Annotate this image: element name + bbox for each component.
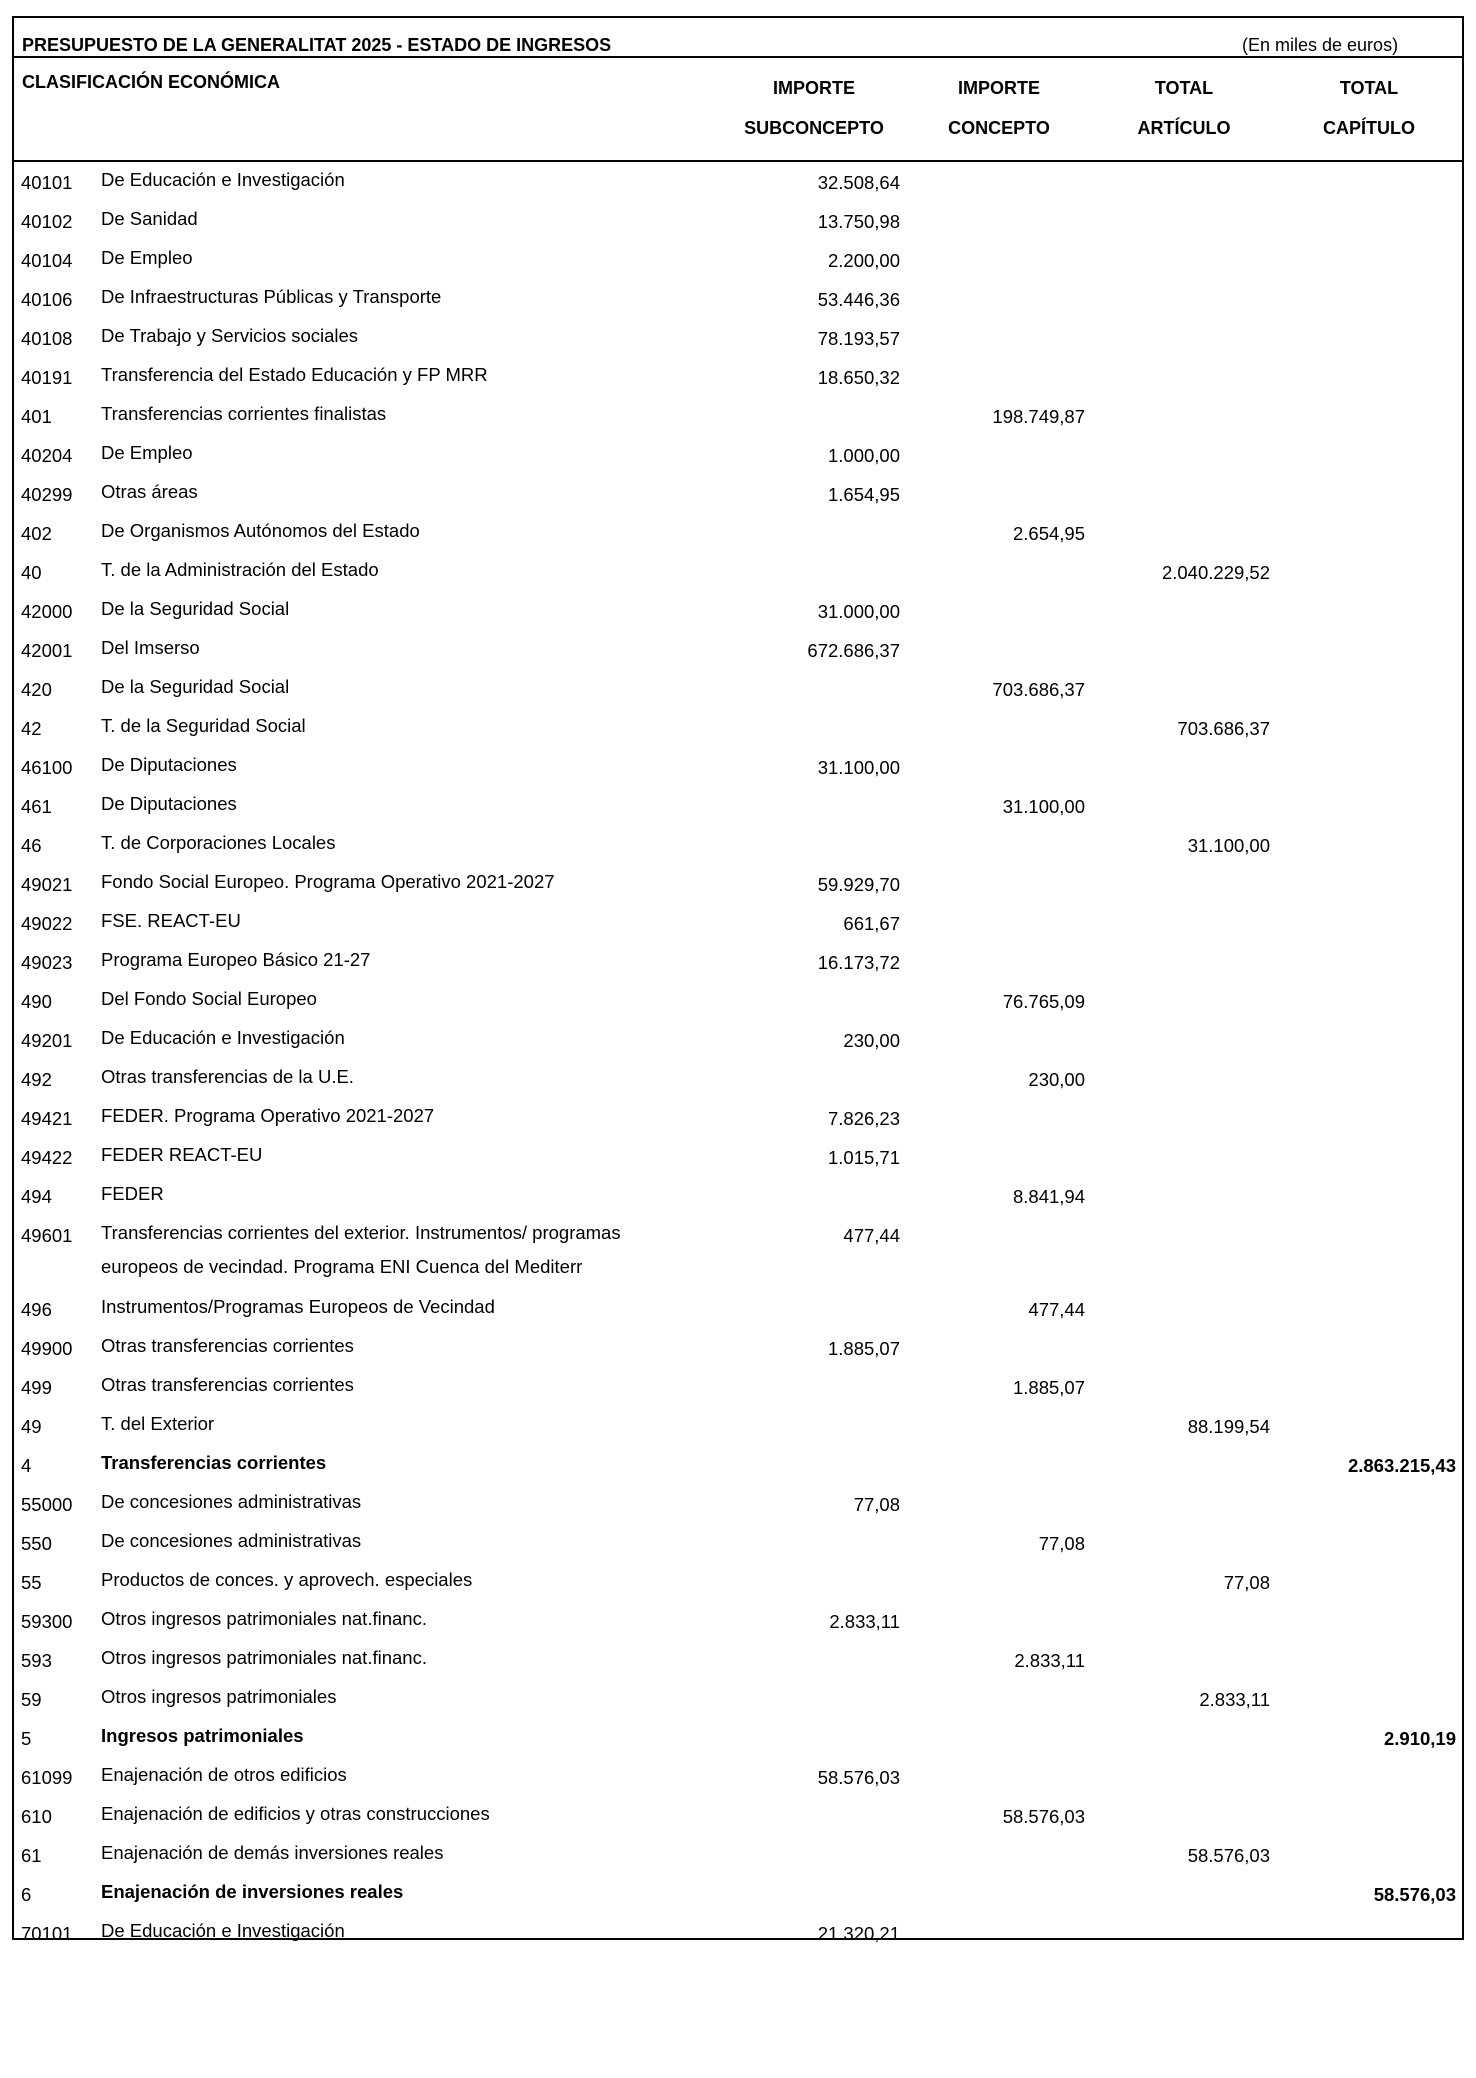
row-description: De Empleo [101, 247, 193, 268]
row-importe-subconcepto: 59.929,70 [817, 874, 900, 895]
row-description: Del Imserso [101, 637, 200, 658]
table-row [14, 1019, 1462, 1058]
row-code: 61 [21, 1845, 42, 1866]
row-total-articulo: 703.686,37 [1177, 718, 1270, 739]
table-row [14, 1795, 1462, 1834]
row-code: 610 [21, 1806, 52, 1827]
header-capitulo-line2: CAPÍTULO [1323, 118, 1415, 138]
row-code: 499 [21, 1377, 52, 1398]
row-importe-subconcepto: 2.200,00 [827, 250, 900, 271]
table-row [14, 1873, 1462, 1912]
table-row [14, 1678, 1462, 1717]
row-code: 420 [21, 679, 52, 700]
row-importe-subconcepto: 7.826,23 [827, 1108, 900, 1129]
row-code: 5 [21, 1728, 32, 1749]
budget-table-body [14, 161, 1462, 1951]
row-importe-subconcepto: 477,44 [843, 1225, 900, 1246]
row-description: De Trabajo y Servicios sociales [101, 325, 359, 346]
row-code: 49021 [21, 874, 73, 895]
row-description: Otras transferencias corrientes [101, 1335, 354, 1356]
row-description: De Organismos Autónomos del Estado [101, 520, 420, 541]
row-description: Transferencia del Estado Educación y FP MRR [101, 364, 488, 385]
row-importe-subconcepto: 53.446,36 [817, 289, 900, 310]
table-row [14, 1214, 1462, 1288]
table-row [14, 1288, 1462, 1327]
row-description: FSE. REACT-EU [101, 910, 241, 931]
row-code: 40191 [21, 367, 73, 388]
row-total-capitulo: 2.910,19 [1383, 1728, 1456, 1749]
row-description: T. de la Administración del Estado [101, 559, 379, 580]
table-row [14, 1561, 1462, 1600]
row-importe-concepto: 703.686,37 [992, 679, 1085, 700]
title-bar [14, 18, 1462, 58]
header-articulo-line2: ARTÍCULO [1137, 118, 1231, 138]
row-importe-subconcepto: 661,67 [843, 913, 900, 934]
row-code: 49422 [21, 1147, 73, 1168]
page-title: PRESUPUESTO DE LA GENERALITAT 2025 - ESTADO DE INGRESOS [22, 35, 612, 55]
row-code: 42000 [21, 601, 73, 622]
row-description: De Diputaciones [101, 754, 237, 775]
row-importe-concepto: 2.654,95 [1012, 523, 1085, 544]
budget-sheet [12, 16, 1464, 1944]
row-total-capitulo: 58.576,03 [1373, 1884, 1456, 1905]
table-row [14, 1483, 1462, 1522]
units-note: (En miles de euros) [1242, 35, 1399, 55]
row-importe-concepto: 230,00 [1028, 1069, 1085, 1090]
row-description: Otras transferencias de la U.E. [101, 1066, 354, 1087]
row-importe-subconcepto: 31.100,00 [817, 757, 900, 778]
row-importe-subconcepto: 2.833,11 [829, 1611, 900, 1632]
table-row [14, 473, 1462, 512]
table-row [14, 1639, 1462, 1678]
row-code: 494 [21, 1186, 52, 1207]
row-code: 49022 [21, 913, 73, 934]
row-description: Transferencias corrientes [101, 1452, 327, 1473]
row-importe-concepto: 198.749,87 [992, 406, 1085, 427]
row-description: Otros ingresos patrimoniales nat.financ. [101, 1647, 427, 1668]
row-description: Ingresos patrimoniales [101, 1725, 304, 1746]
row-code: 40101 [21, 172, 73, 193]
table-row [14, 161, 1462, 200]
row-code: 59 [21, 1689, 42, 1710]
classification-heading: CLASIFICACIÓN ECONÓMICA [22, 72, 280, 92]
table-row [14, 707, 1462, 746]
row-description: Enajenación de edificios y otras construcciones [101, 1803, 490, 1824]
row-description: De la Seguridad Social [101, 676, 290, 697]
table-row [14, 1717, 1462, 1756]
row-description: Transferencias corrientes del exterior. Instrumentos/ programas europeos de vecindad. Programa ENI Cuenca del Mediterr [101, 1222, 621, 1277]
row-importe-subconcepto: 1.015,71 [827, 1147, 900, 1168]
row-description: FEDER. Programa Operativo 2021-2027 [101, 1105, 435, 1126]
row-importe-subconcepto: 230,00 [843, 1030, 900, 1051]
row-importe-subconcepto: 77,08 [853, 1494, 900, 1515]
row-description: FEDER [101, 1183, 164, 1204]
row-code: 59300 [21, 1611, 73, 1632]
table-row [14, 902, 1462, 941]
row-description: De Empleo [101, 442, 193, 463]
table-row [14, 590, 1462, 629]
row-description: Fondo Social Europeo. Programa Operativo 2021-2027 [101, 871, 555, 892]
row-description: De concesiones administrativas [101, 1530, 362, 1551]
row-code: 49023 [21, 952, 73, 973]
row-code: 70101 [21, 1923, 73, 1944]
table-row [14, 1405, 1462, 1444]
row-description: Otras áreas [101, 481, 198, 502]
row-total-capitulo: 2.863.215,43 [1347, 1455, 1456, 1476]
row-code: 492 [21, 1069, 52, 1090]
row-code: 49 [21, 1416, 42, 1437]
table-row [14, 1175, 1462, 1214]
table-row [14, 824, 1462, 863]
table-row [14, 512, 1462, 551]
row-total-articulo: 31.100,00 [1187, 835, 1270, 856]
table-row [14, 785, 1462, 824]
row-code: 6 [21, 1884, 32, 1905]
row-description: De Diputaciones [101, 793, 237, 814]
row-total-articulo: 88.199,54 [1187, 1416, 1270, 1437]
table-row [14, 1444, 1462, 1483]
table-row [14, 941, 1462, 980]
table-row [14, 278, 1462, 317]
table-row [14, 317, 1462, 356]
table-row [14, 1522, 1462, 1561]
row-description: Productos de conces. y aprovech. especiales [101, 1569, 473, 1590]
row-importe-subconcepto: 78.193,57 [817, 328, 900, 349]
row-description: De Educación e Investigación [101, 1027, 345, 1048]
row-description: Otras transferencias corrientes [101, 1374, 354, 1395]
row-code: 61099 [21, 1767, 73, 1788]
row-code: 593 [21, 1650, 52, 1671]
row-code: 46100 [21, 757, 73, 778]
row-importe-subconcepto: 1.000,00 [827, 445, 900, 466]
row-importe-subconcepto: 1.885,07 [827, 1338, 900, 1359]
row-code: 49201 [21, 1030, 73, 1051]
row-importe-subconcepto: 672.686,37 [807, 640, 900, 661]
row-code: 40299 [21, 484, 73, 505]
table-row [14, 1600, 1462, 1639]
row-description: Otros ingresos patrimoniales nat.financ. [101, 1608, 427, 1629]
table-row [14, 551, 1462, 590]
table-row [14, 1834, 1462, 1873]
header-subconcepto-line2: SUBCONCEPTO [744, 118, 884, 138]
row-code: 4 [21, 1455, 32, 1476]
row-importe-subconcepto: 31.000,00 [817, 601, 900, 622]
row-code: 55000 [21, 1494, 73, 1515]
row-importe-subconcepto: 13.750,98 [817, 211, 900, 232]
table-row [14, 239, 1462, 278]
row-description: De la Seguridad Social [101, 598, 290, 619]
row-importe-subconcepto: 21.320,21 [817, 1923, 900, 1944]
table-row [14, 434, 1462, 473]
row-description: FEDER REACT-EU [101, 1144, 263, 1165]
table-row [14, 1136, 1462, 1175]
table-row [14, 1058, 1462, 1097]
row-importe-subconcepto: 32.508,64 [817, 172, 900, 193]
table-row [14, 356, 1462, 395]
row-total-articulo: 2.040.229,52 [1161, 562, 1270, 583]
row-code: 42001 [21, 640, 73, 661]
row-importe-concepto: 76.765,09 [1002, 991, 1085, 1012]
table-row [14, 1097, 1462, 1136]
row-importe-concepto: 58.576,03 [1002, 1806, 1085, 1827]
table-row [14, 746, 1462, 785]
row-description: Otros ingresos patrimoniales [101, 1686, 337, 1707]
row-description: De concesiones administrativas [101, 1491, 362, 1512]
row-code: 46 [21, 835, 42, 856]
row-importe-subconcepto: 18.650,32 [817, 367, 900, 388]
row-description: De Educación e Investigación [101, 1920, 345, 1941]
header-articulo-line1: TOTAL [1154, 78, 1214, 98]
row-description: T. de Corporaciones Locales [101, 832, 336, 853]
column-header [14, 58, 1462, 162]
row-description: De Infraestructuras Públicas y Transporte [101, 286, 442, 307]
row-importe-concepto: 31.100,00 [1002, 796, 1085, 817]
row-code: 490 [21, 991, 52, 1012]
header-capitulo-line1: TOTAL [1339, 78, 1399, 98]
table-row [14, 980, 1462, 1019]
row-importe-concepto: 2.833,11 [1014, 1650, 1085, 1671]
row-importe-concepto: 477,44 [1028, 1299, 1085, 1320]
table-row [14, 200, 1462, 239]
row-description: Instrumentos/Programas Europeos de Vecindad [101, 1296, 495, 1317]
header-concepto-line2: CONCEPTO [948, 118, 1050, 138]
row-description: Enajenación de otros edificios [101, 1764, 347, 1785]
row-total-articulo: 58.576,03 [1187, 1845, 1270, 1866]
table-row [14, 1912, 1462, 1951]
row-code: 40108 [21, 328, 73, 349]
row-importe-concepto: 1.885,07 [1012, 1377, 1085, 1398]
row-description: T. de la Seguridad Social [101, 715, 306, 736]
row-importe-subconcepto: 58.576,03 [817, 1767, 900, 1788]
row-code: 40204 [21, 445, 73, 466]
row-description: Enajenación de inversiones reales [101, 1881, 404, 1902]
table-row [14, 1366, 1462, 1405]
row-importe-subconcepto: 16.173,72 [817, 952, 900, 973]
row-code: 401 [21, 406, 52, 427]
table-row [14, 1756, 1462, 1795]
row-code: 461 [21, 796, 52, 817]
row-code: 49421 [21, 1108, 73, 1129]
row-description: Programa Europeo Básico 21-27 [101, 949, 371, 970]
row-code: 40 [21, 562, 42, 583]
table-row [14, 1327, 1462, 1366]
row-description: Transferencias corrientes finalistas [101, 403, 387, 424]
row-importe-subconcepto: 1.654,95 [827, 484, 900, 505]
row-code: 496 [21, 1299, 52, 1320]
row-importe-concepto: 8.841,94 [1012, 1186, 1085, 1207]
row-description: Del Fondo Social Europeo [101, 988, 317, 1009]
row-code: 42 [21, 718, 42, 739]
header-subconcepto-line1: IMPORTE [772, 78, 856, 98]
row-code: 49601 [21, 1225, 73, 1246]
row-importe-concepto: 77,08 [1038, 1533, 1085, 1554]
row-description: De Educación e Investigación [101, 169, 345, 190]
row-total-articulo: 2.833,11 [1199, 1689, 1270, 1710]
row-code: 550 [21, 1533, 52, 1554]
table-row [14, 629, 1462, 668]
row-description: De Sanidad [101, 208, 198, 229]
row-code: 40104 [21, 250, 73, 271]
row-description: Enajenación de demás inversiones reales [101, 1842, 444, 1863]
table-row [14, 668, 1462, 707]
row-total-articulo: 77,08 [1223, 1572, 1270, 1593]
row-code: 40106 [21, 289, 73, 310]
row-code: 402 [21, 523, 52, 544]
table-row [14, 863, 1462, 902]
header-concepto-line1: IMPORTE [957, 78, 1041, 98]
row-code: 49900 [21, 1338, 73, 1359]
row-code: 55 [21, 1572, 42, 1593]
table-row [14, 395, 1462, 434]
row-code: 40102 [21, 211, 73, 232]
row-description: T. del Exterior [101, 1413, 215, 1434]
